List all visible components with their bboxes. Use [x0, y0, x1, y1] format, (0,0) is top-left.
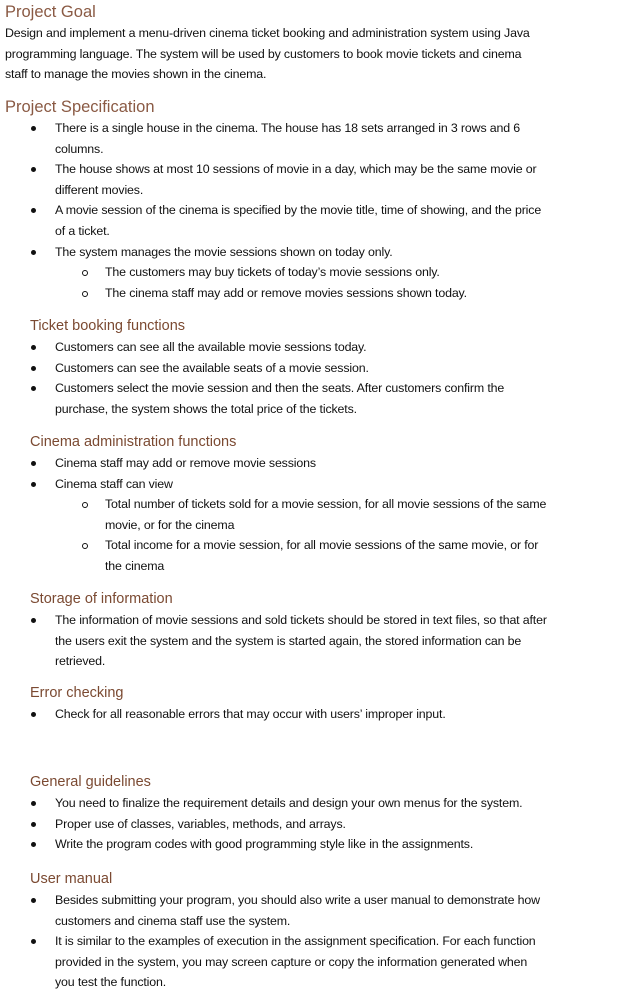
paragraph — [0, 23, 637, 85]
bullet-disc-icon — [31, 801, 36, 806]
text-line: The customers may buy tickets of today’s movie sessions only. — [105, 265, 440, 280]
sub-bullet-item — [0, 494, 637, 535]
section-project-goal — [0, 1, 637, 85]
text-line: The information of movie sessions and sold tickets should be stored in text files, so that after — [55, 613, 547, 627]
bullet-disc-icon — [31, 167, 36, 172]
text-line: Total income for a movie session, for all movie sessions of the same movie, or for — [105, 538, 539, 553]
section-cinema-administration-functions — [0, 431, 637, 577]
bullet-item — [0, 453, 637, 474]
bullet-disc-icon — [31, 939, 36, 944]
text-line: of a ticket. — [55, 223, 110, 238]
bullet-item — [0, 159, 637, 200]
text-line: movie, or for the cinema — [105, 517, 235, 532]
section-storage-of-information — [0, 588, 637, 672]
bullet-disc-icon — [31, 208, 36, 213]
section-ticket-booking-functions — [0, 315, 637, 419]
text-line: purchase, the system shows the total price of the tickets. — [55, 401, 357, 416]
text-line: staff to manage the movies shown in the cinema. — [5, 67, 267, 82]
bullet-circle-icon — [82, 502, 88, 508]
bullet-item — [0, 890, 637, 931]
bullet-item — [0, 610, 637, 672]
bullet-disc-icon — [31, 461, 36, 466]
text-line: columns. — [55, 141, 104, 156]
section-heading: Cinema administration functions — [30, 434, 237, 450]
text-line: programming language. The system will be used by customers to book movie tickets and cinema — [5, 46, 522, 61]
bullet-disc-icon — [31, 482, 36, 487]
sub-bullet-item — [0, 535, 637, 576]
text-line: Design and implement a menu-driven cinema ticket booking and administration system using Java — [5, 26, 530, 40]
section-general-guidelines — [0, 771, 637, 855]
text-line: A movie session of the cinema is specified by the movie title, time of showing, and the price — [55, 203, 542, 218]
bullet-item — [0, 337, 637, 358]
bullet-disc-icon — [31, 386, 36, 391]
bullet-item — [0, 118, 637, 159]
text-line: retrieved. — [55, 654, 106, 669]
text-line: you test the function. — [55, 975, 167, 990]
text-line: You need to finalize the requirement details and design your own menus for the system. — [55, 796, 523, 810]
text-line: Customers can see all the available movie sessions today. — [55, 340, 367, 354]
text-line: Cinema staff can view — [55, 476, 173, 491]
section-heading: Project Goal — [5, 3, 96, 21]
section-heading: Project Specification — [5, 98, 155, 116]
sub-bullet-item — [0, 283, 637, 304]
text-line: The house shows at most 10 sessions of movie in a day, which may be the same movie or — [55, 162, 537, 177]
text-line: the users exit the system and the system is started again, the stored information can be — [55, 633, 522, 648]
bullet-disc-icon — [31, 822, 36, 827]
sub-bullet-item — [0, 262, 637, 283]
bullet-disc-icon — [31, 898, 36, 903]
bullet-disc-icon — [31, 345, 36, 350]
bullet-item — [0, 704, 637, 725]
bullet-circle-icon — [82, 543, 88, 549]
text-line: There is a single house in the cinema. The house has 18 sets arranged in 3 rows and 6 — [55, 121, 521, 135]
bullet-disc-icon — [31, 366, 36, 371]
bullet-item — [0, 931, 637, 993]
section-heading: Storage of information — [30, 591, 173, 607]
text-line: Check for all reasonable errors that may occur with users’ improper input. — [55, 707, 446, 721]
section-heading: Ticket booking functions — [30, 318, 186, 334]
bullet-item — [0, 793, 637, 814]
bullet-disc-icon — [31, 250, 36, 255]
bullet-disc-icon — [31, 618, 36, 623]
section-error-checking — [0, 682, 637, 725]
bullet-circle-icon — [82, 291, 88, 297]
bullet-item — [0, 200, 637, 241]
section-user-manual — [0, 868, 637, 993]
text-line: Write the program codes with good programming style like in the assignments. — [55, 837, 474, 852]
text-line: customers and cinema staff use the system. — [55, 913, 291, 928]
text-line: Besides submitting your program, you should also write a user manual to demonstrate how — [55, 893, 540, 907]
text-line: Proper use of classes, variables, methods, and arrays. — [55, 816, 346, 831]
text-line: The system manages the movie sessions shown on today only. — [55, 244, 393, 259]
bullet-circle-icon — [82, 270, 88, 276]
bullet-item — [0, 378, 637, 419]
text-line: The cinema staff may add or remove movies sessions shown today. — [105, 285, 467, 300]
bullet-item — [0, 814, 637, 835]
bullet-item — [0, 834, 637, 855]
bullet-disc-icon — [31, 712, 36, 717]
section-heading: Error checking — [30, 685, 124, 701]
text-line: the cinema — [105, 558, 165, 573]
text-line: Total number of tickets sold for a movie session, for all movie sessions of the same — [105, 497, 547, 512]
text-line: Customers can see the available seats of a movie session. — [55, 360, 369, 375]
bullet-item — [0, 242, 637, 263]
text-line: different movies. — [55, 182, 144, 197]
bullet-item — [0, 358, 637, 379]
bullet-item — [0, 474, 637, 495]
section-heading: User manual — [30, 871, 113, 887]
bullet-disc-icon — [31, 126, 36, 131]
text-line: It is similar to the examples of execution in the assignment specification. For each function — [55, 934, 536, 949]
section-project-specification — [0, 96, 637, 303]
text-line: Customers select the movie session and then the seats. After customers confirm the — [55, 381, 505, 396]
bullet-disc-icon — [31, 842, 36, 847]
section-heading: General guidelines — [30, 774, 151, 790]
text-line: provided in the system, you may screen capture or copy the information generated when — [55, 954, 528, 969]
text-line: Cinema staff may add or remove movie sessions — [55, 456, 316, 470]
